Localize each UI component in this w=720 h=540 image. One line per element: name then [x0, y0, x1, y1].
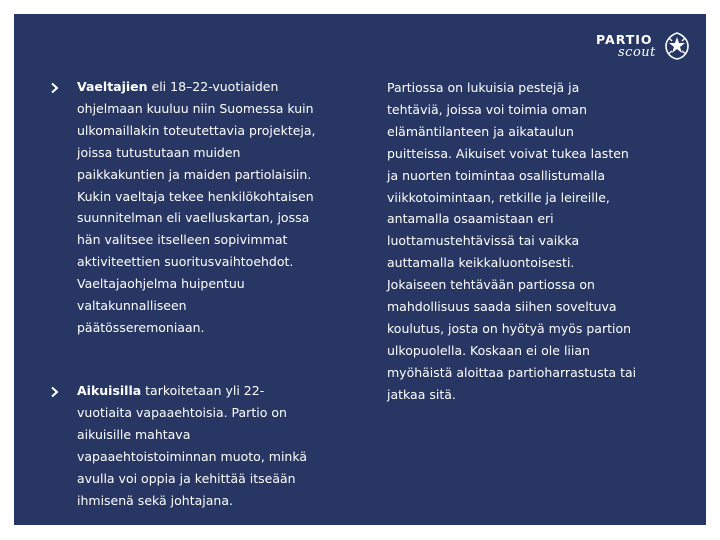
- chevron-right-icon: [50, 82, 60, 94]
- partio-scout-logo: [596, 26, 690, 66]
- aikuiset-text: tarkoitetaan yli 22-vuotiaita vapaaehtoisia. Partio on aikuisille mahtava vapaaehtoistoiminnan muoto, minkä avulla voi oppia ja kehittää itseään ihmisenä sekä johtajana.: [77, 383, 308, 508]
- vaeltajat-paragraph: [77, 76, 317, 339]
- logo-word: PARTIO: [596, 32, 653, 47]
- scout-emblem-icon: [664, 32, 690, 60]
- aikuiset-term: Aikuisilla: [77, 383, 142, 398]
- tehtavat-text: Partiossa on lukuisia pestejä ja tehtäviä, joissa voi toimia oman elämäntilanteen ja aikataulun puitteissa. Aikuiset voivat tukea lasten ja nuorten toimintaa osallistumalla viikkotoimintaan, retkille ja leireille, antamalla osaamistaan eri luottamustehtävissä tai vaikka auttamalla keikkaluontoisesti. Jokaiseen tehtävään partiossa on mahdollisuus saada siihen soveltuva koulutus, josta on hyötyä myös partion ulkopuolella. Koskaan ei ole liian myöhäistä aloittaa partioharrastusta tai jatkaa sitä.: [387, 80, 637, 402]
- slide: [14, 14, 706, 525]
- logo-scout: scout: [618, 45, 656, 60]
- vaeltajat-text: eli 18–22-vuotiaiden ohjelmaan kuuluu niin Suomessa kuin ulkomaillakin toteutettavia projekteja, joissa tutustutaan muiden paikkakuntien ja maiden partiolaisiin. Kukin vaeltaja tekee henkilökohtaisen suunnitelman eli vaelluskartan, jossa hän valitsee itselleen sopivimmat aktiviteettien suoritusvaihtoehdot. Vaeltajaohjelma huipentuu valtakunnalliseen päätösseremoniaan.: [77, 79, 316, 335]
- aikuiset-paragraph: [77, 380, 317, 511]
- chevron-right-icon: [50, 386, 60, 398]
- vaeltajat-term: Vaeltajien: [77, 79, 148, 94]
- tehtavat-paragraph: [387, 77, 637, 406]
